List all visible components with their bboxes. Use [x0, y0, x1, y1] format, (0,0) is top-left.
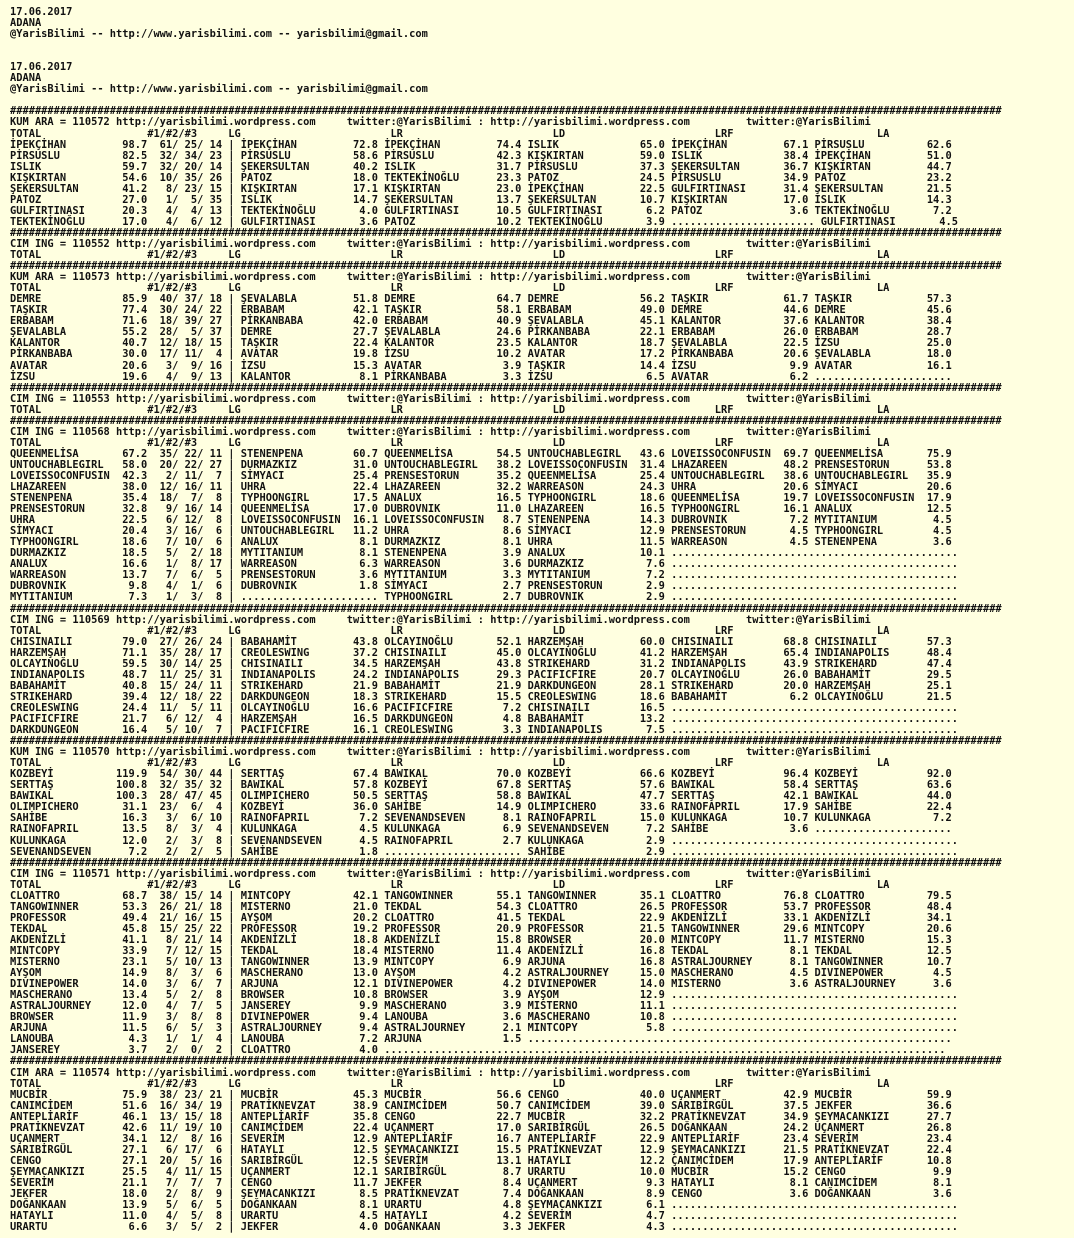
report-line: PİRSUSLU 82.5 32/ 34/ 23 | PİRSUSLU 58.6 PİRSUSLU 42.3 KIŞKIRTAN 59.0 ISLIK 38.4 İPEKÇİHAN 51.0: [10, 149, 952, 162]
report-line: ###############################################################################################################################################################: [10, 381, 1002, 394]
report-line: MUCBİR 75.9 38/ 23/ 21 | MUCBİR 45.3 MUCBİR 56.6 CENGO 40.0 UÇANMERT 42.9 MUCBİR 59.9: [10, 1088, 952, 1101]
report-line: DEMRE 85.9 40/ 37/ 18 | ŞEVALABLA 51.8 DEMRE 64.7 DEMRE 56.2 TAŞKIR 61.7 TAŞKIR 57.3: [10, 293, 952, 306]
report-line: CENGO 27.1 20/ 5/ 16 | SARIBİRGÜL 12.5 SEVERİM 13.1 HATAYLI 12.2 ÇANIMCİDEM 17.9 ANTEPLİARİF 10.8: [10, 1154, 952, 1167]
report-line: TYPHOONGIRL 18.6 7/ 10/ 6 | ANALUX 8.1 DURMAZKIZ 8.1 UHRA 11.5 WARREASON 4.5 STENENPENA 3.6: [10, 536, 952, 549]
report-line: UÇANMERT 34.1 12/ 8/ 16 | SEVERİM 12.9 ANTEPLİARİF 16.7 ANTEPLİARİF 22.9 ANTEPLİARİF 23.4 SEVERİM 23.4: [10, 1132, 952, 1145]
report-line: TOTAL #1/#2/#3 LG LR LD LRF LA: [10, 249, 890, 262]
report-line: MISTERNO 23.1 5/ 10/ 13 | TANGOWINNER 13.9 MINTCOPY 6.9 ARJUNA 16.8 ASTRALJOURNEY 8.1 TANGOWINNER 10.7: [10, 956, 952, 969]
report-line: PRATİKNEVZAT 42.6 11/ 19/ 10 | CANIMCİDEM 22.4 UÇANMERT 17.0 SARIBİRGÜL 26.5 DOĞANKAAN 24.2 UÇANMERT 26.8: [10, 1121, 952, 1134]
report-line: ###############################################################################################################################################################: [10, 735, 1002, 748]
report-line: KUM ARA = 110573 http://yarisbilimi.wordpress.com twitter:@YarisBilimi : http://yarisbilimi.wordpress.com twitter:@YarisBilimi: [10, 271, 871, 284]
report-line: ###############################################################################################################################################################: [10, 602, 1002, 615]
report-line: SARIBİRGÜL 27.1 6/ 17/ 6 | HATAYLI 12.5 ŞEYMACANKIZI 15.5 PRATİKNEVZAT 12.9 ŞEYMACANKIZI 21.5 PRATİKNEVZAT 22.4: [10, 1143, 952, 1156]
report-line: DURMAZKIZ 18.5 5/ 2/ 18 | MYTITANIUM 8.1 STENENPENA 3.9 ANALUX 10.1 ..............................................: [10, 547, 959, 560]
report-line: AVATAR 20.6 3/ 9/ 16 | İZSU 15.3 AVATAR 3.9 TAŞKIR 14.4 İZSU 9.9 AVATAR 16.1: [10, 359, 952, 372]
report-line: AYŞOM 14.9 8/ 3/ 6 | MASCHERANO 13.0 AYŞOM 4.2 ASTRALJOURNEY 15.0 MASCHERANO 4.5 DIVINEPOWER 4.5: [10, 967, 952, 980]
report-line: 17.06.2017: [10, 61, 73, 74]
report-line: ŞEKERSULTAN 41.2 8/ 23/ 15 | KIŞKIRTAN 17.1 KIŞKIRTAN 23.0 İPEKÇİHAN 22.5 GULFIRTINASI 31.4 ŞEKERSULTAN 21.5: [10, 182, 952, 195]
report-line: KULUNKAGA 12.0 2/ 3/ 8 | SEVENANDSEVEN 4.5 RAINOFAPRIL 2.7 KULUNKAGA 2.9 ..............................................: [10, 834, 959, 847]
report-line: CREOLESWING 24.4 11/ 5/ 11 | OLCAYINOĞLU 16.6 PACIFICFIRE 7.2 CHISINAILI 16.5 ..............................................: [10, 701, 959, 714]
report-line: TOTAL #1/#2/#3 LG LR LD LRF LA: [10, 436, 890, 449]
report-line: STENENPENA 35.4 18/ 7/ 8 | TYPHOONGIRL 17.5 ANALUX 16.5 TYPHOONGIRL 18.6 QUEENMELİSA 19.7 LOVEISSOCONFUSIN 17.9: [10, 492, 952, 505]
report-line: @YarisBilimi -- http://www.yarisbilimi.com -- yarisbilimi@gmail.com: [10, 83, 428, 96]
report-line: ARJUNA 11.5 6/ 5/ 3 | ASTRALJOURNEY 9.4 ASTRALJOURNEY 2.1 MINTCOPY 5.8 ..............................................: [10, 1022, 959, 1035]
report-line: TEKTEKİNOĞLU 17.0 4/ 6/ 12 | GULFIRTINASI 3.6 PATOZ 10.2 TEKTEKİNOĞLU 3.9 ....................... GULFIRTINASI 4.5: [10, 215, 959, 228]
report-line: ERBABAM 71.6 18/ 39/ 27 | PİRKANBABA 42.0 ERBABAM 40.9 ŞEVALABLA 45.1 KALANTOR 37.6 KALANTOR 38.4: [10, 315, 952, 328]
report-line: TOTAL #1/#2/#3 LG LR LD LRF LA: [10, 403, 890, 416]
report-line: MINTCOPY 33.9 7/ 12/ 15 | TEKDAL 18.4 MISTERNO 11.4 AKDENİZLİ 16.8 TEKDAL 8.1 TEKDAL 12.5: [10, 944, 952, 957]
report-line: TOTAL #1/#2/#3 LG LR LD LRF LA: [10, 1077, 890, 1090]
report-line: OLCAYINOĞLU 59.5 30/ 14/ 25 | CHISINAILI 34.5 HARZEMŞAH 43.8 STRIKEHARD 31.2 INDIANAPOLIS 43.9 STRIKEHARD 47.4: [10, 657, 952, 670]
report-line: ###############################################################################################################################################################: [10, 260, 1002, 273]
report-line: LOVEISSOCONFUSIN 42.3 2/ 11/ 7 | SİMYACI 25.4 PRENSESTORUN 35.2 QUEENMELİSA 25.4 UNTOUCHABLEGIRL 38.6 UNTOUCHABLEGIRL 35.9: [10, 469, 952, 482]
report-line: ANALUX 16.6 1/ 8/ 17 | WARREASON 6.3 WARREASON 3.6 DURMAZKIZ 7.6 ..............................................: [10, 558, 959, 571]
report-line: LANOUBA 4.3 1/ 1/ 4 | LANOUBA 7.2 ARJUNA 1.5 ....................................................................: [10, 1033, 952, 1046]
report-line: ANTEPLİARİF 46.1 13/ 15/ 18 | ANTEPLİARİF 35.8 CENGO 22.7 MUCBİR 32.2 PRATİKNEVZAT 34.9 ŞEYMACANKIZI 27.7: [10, 1110, 952, 1123]
report-line: TAŞKIR 77.4 30/ 24/ 22 | ERBABAM 42.1 TAŞKIR 58.1 ERBABAM 49.0 DEMRE 44.6 DEMRE 45.6: [10, 304, 952, 317]
report-line: CIM ING = 110552 http://yarisbilimi.wordpress.com twitter:@YarisBilimi : http://yarisbilimi.wordpress.com twitter:@YarisBilimi: [10, 237, 871, 250]
report-line: SERTTAŞ 100.8 32/ 35/ 32 | BAWIKAL 57.8 KOZBEYİ 67.8 SERTTAŞ 57.6 BAWIKAL 58.4 SERTTAŞ 63.6: [10, 779, 952, 792]
report-line: ISLIK 59.7 32/ 20/ 14 | ŞEKERSULTAN 40.2 ISLIK 31.7 PİRSUSLU 37.3 ŞEKERSULTAN 36.7 KIŞKIRTAN 44.7: [10, 160, 952, 173]
report-line: BROWSER 11.9 3/ 8/ 8 | DIVINEPOWER 9.4 LANOUBA 3.6 MASCHERANO 10.8 ..............................................: [10, 1011, 959, 1024]
report-line: SEVENANDSEVEN 7.2 2/ 2/ 5 | SAHİBE 1.8 ...................... SAHİBE 2.9 ..............................................: [10, 845, 959, 858]
report-line: KIŞKIRTAN 54.6 10/ 35/ 26 | PATOZ 18.0 TEKTEKİNOĞLU 23.3 PATOZ 24.5 PİRSUSLU 34.9 PATOZ 23.2: [10, 171, 952, 184]
report-line: LHAZAREEN 38.0 12/ 16/ 11 | UHRA 22.4 LHAZAREEN 32.2 WARREASON 24.3 UHRA 20.6 SİMYACI 20.6: [10, 481, 952, 494]
report-line: TOTAL #1/#2/#3 LG LR LD LRF LA: [10, 757, 890, 770]
report-line: ###############################################################################################################################################################: [10, 856, 1002, 869]
report-line: OLIMPICHERO 31.1 23/ 6/ 4 | KOZBEYİ 36.0 SAHİBE 14.9 OLIMPICHERO 33.6 RAINOFAPRIL 17.9 SAHİBE 22.4: [10, 801, 952, 814]
report-line: BABAHAMİT 40.8 15/ 24/ 11 | STRIKEHARD 21.9 BABAHAMİT 21.9 DARKDUNGEON 28.1 STRIKEHARD 20.0 HARZEMŞAH 25.1: [10, 679, 952, 692]
report-line: KUM ARA = 110572 http://yarisbilimi.wordpress.com twitter:@YarisBilimi : http://yarisbilimi.wordpress.com twitter:@YarisBilimi: [10, 116, 871, 129]
report-line: HARZEMŞAH 71.1 35/ 28/ 17 | CREOLESWING 37.2 CHISINAILI 45.0 OLCAYINOĞLU 41.2 HARZEMŞAH 65.4 INDIANAPOLIS 48.4: [10, 646, 952, 659]
report-line: KUM ING = 110570 http://yarisbilimi.wordpress.com twitter:@YarisBilimi : http://yarisbilimi.wordpress.com twitter:@YarisBilimi: [10, 746, 871, 759]
report-line: UNTOUCHABLEGIRL 58.0 20/ 22/ 27 | DURMAZKIZ 31.0 UNTOUCHABLEGIRL 38.2 LOVEISSOCONFUSIN 31.4 LHAZAREEN 48.2 PRENSESTORUN 53.8: [10, 458, 952, 471]
report-line: 17.06.2017: [10, 6, 73, 18]
report-line: CANIMCİDEM 51.6 16/ 34/ 19 | PRATİKNEVZAT 38.9 CANIMCİDEM 50.7 CANIMCİDEM 39.0 SARIBİRGÜL 37.5 JEKFER 36.6: [10, 1099, 952, 1112]
report-line: ###############################################################################################################################################################: [10, 1055, 1002, 1068]
report-line: ADANA: [10, 17, 42, 30]
report-line: UHRA 22.5 6/ 12/ 8 | LOVEISSOCONFUSIN 16.1 LOVEISSOCONFUSIN 8.7 STENENPENA 14.3 DUBROVNIK 7.2 MYTITANIUM 4.5: [10, 514, 952, 527]
report-line: TEKDAL 45.8 15/ 25/ 22 | PROFESSOR 19.2 PROFESSOR 20.9 PROFESSOR 21.5 TANGOWINNER 29.6 MINTCOPY 20.6: [10, 922, 952, 935]
report-line: PİRKANBABA 30.0 17/ 11/ 4 | AVATAR 19.8 İZSU 10.2 AVATAR 17.2 PİRKANBABA 20.6 ŞEVALABLA 18.0: [10, 348, 952, 361]
report-line: ASTRALJOURNEY 12.0 4/ 7/ 5 | JANSEREY 9.9 MASCHERANO 3.9 MISTERNO 11.1 ..............................................: [10, 1000, 959, 1013]
report-line: CHISINAILI 79.0 27/ 26/ 24 | BABAHAMİT 43.8 OLCAYINOĞLU 52.1 HARZEMŞAH 60.0 CHISINAILI 68.8 CHISINAILI 57.3: [10, 635, 952, 648]
report-line: MYTITANIUM 7.3 1/ 3/ 8 | ...................... TYPHOONGIRL 2.7 DUBROVNIK 2.9 ..............................................: [10, 591, 959, 604]
report-line: ###############################################################################################################################################################: [10, 226, 1002, 239]
report-line: HATAYLI 11.0 4/ 5/ 8 | URARTU 4.5 HATAYLI 4.2 SEVERİM 4.7 ..............................................: [10, 1210, 959, 1223]
report-line: KALANTOR 40.7 12/ 18/ 15 | TAŞKIR 22.4 KALANTOR 23.5 KALANTOR 18.7 ŞEVALABLA 22.5 İZSU 25.0: [10, 337, 952, 350]
report-line: CIM ARA = 110574 http://yarisbilimi.wordpress.com twitter:@YarisBilimi : http://yarisbilimi.wordpress.com twitter:@YarisBilimi: [10, 1066, 871, 1079]
report-line: PRENSESTORUN 32.8 9/ 16/ 14 | QUEENMELİSA 17.0 DUBROVNIK 11.0 LHAZAREEN 16.5 TYPHOONGIRL 16.1 ANALUX 12.5: [10, 503, 952, 516]
report-line: ŞEVALABLA 55.2 28/ 5/ 37 | DEMRE 27.7 ŞEVALABLA 24.6 PİRKANBABA 22.1 ERBABAM 26.0 ERBABAM 28.7: [10, 326, 952, 339]
report-line: SAHİBE 16.3 3/ 6/ 10 | RAINOFAPRIL 7.2 SEVENANDSEVEN 8.1 RAINOFAPRIL 15.0 KULUNKAGA 10.7 KULUNKAGA 7.2: [10, 812, 952, 825]
report-line: URARTU 6.6 3/ 5/ 2 | JEKFER 4.0 DOĞANKAAN 3.3 JEKFER 4.3 ..............................................: [10, 1221, 959, 1234]
report-line: İPEKÇİHAN 98.7 61/ 25/ 14 | İPEKÇİHAN 72.8 İPEKÇİHAN 74.4 ISLIK 65.0 İPEKÇİHAN 67.1 PİRSUSLU 62.6: [10, 138, 952, 151]
report-line: PROFESSOR 49.4 21/ 16/ 15 | AYŞOM 20.2 CLOATTRO 41.5 TEKDAL 22.9 AKDENİZLİ 33.1 AKDENİZLİ 34.1: [10, 911, 952, 924]
report-line: DIVINEPOWER 14.0 3/ 6/ 7 | ARJUNA 12.1 DIVINEPOWER 4.2 DIVINEPOWER 14.0 MISTERNO 3.6 ASTRALJOURNEY 3.6: [10, 978, 952, 991]
report-line: CLOATTRO 68.7 38/ 15/ 14 | MINTCOPY 42.1 TANGOWINNER 55.1 TANGOWINNER 35.1 CLOATTRO 76.8 CLOATTRO 79.5: [10, 889, 952, 902]
report-line: STRIKEHARD 39.4 12/ 18/ 22 | DARKDUNGEON 18.3 STRIKEHARD 15.5 CREOLESWING 18.6 BABAHAMİT 6.2 OLCAYINOĞLU 21.5: [10, 690, 952, 703]
report-line: MASCHERANO 13.4 5/ 2/ 8 | BROWSER 10.8 BROWSER 3.9 AYŞOM 12.9 ..............................................: [10, 989, 959, 1002]
report-line: PATOZ 27.0 1/ 5/ 35 | ISLIK 14.7 ŞEKERSULTAN 13.7 ŞEKERSULTAN 10.7 KIŞKIRTAN 17.0 ISLIK 14.3: [10, 193, 952, 206]
report-line: ###############################################################################################################################################################: [10, 414, 1002, 427]
report-line: CIM ING = 110569 http://yarisbilimi.wordpress.com twitter:@YarisBilimi : http://yarisbilimi.wordpress.com twitter:@YarisBilimi: [10, 613, 871, 626]
report-line: KOZBEYİ 119.9 54/ 30/ 44 | SERTTAŞ 67.4 BAWIKAL 70.0 KOZBEYİ 66.6 KOZBEYİ 96.4 KOZBEYİ 92.0: [10, 768, 952, 781]
report-line: JANSEREY 3.7 2/ 0/ 2 | CLOATTRO 4.0 ..........................................................................................: [10, 1044, 946, 1057]
report-line: RAINOFAPRIL 13.5 8/ 3/ 4 | KULUNKAGA 4.5 KULUNKAGA 6.9 SEVENANDSEVEN 7.2 SAHİBE 3.6 ......................: [10, 823, 952, 836]
report-line: @YarisBilimi -- http://www.yarisbilimi.com -- yarisbilimi@gmail.com: [10, 28, 428, 41]
report-line: INDIANAPOLIS 48.7 11/ 25/ 31 | INDIANAPOLIS 24.2 INDIANAPOLIS 29.3 PACIFICFIRE 20.7 OLCAYINOĞLU 26.0 BABAHAMİT 29.5: [10, 668, 952, 681]
report-line: JEKFER 18.0 2/ 8/ 9 | ŞEYMACANKIZI 8.5 PRATİKNEVZAT 7.4 DOĞANKAAN 8.9 CENGO 3.6 DOĞANKAAN 3.6: [10, 1188, 952, 1201]
report-line: QUEENMELİSA 67.2 35/ 22/ 11 | STENENPENA 60.7 QUEENMELİSA 54.5 UNTOUCHABLEGIRL 43.6 LOVEISSOCONFUSIN 69.7 QUEENMELİSA 75.9: [10, 447, 952, 460]
report-line: SEVERİM 21.1 7/ 7/ 7 | CENGO 11.7 JEKFER 8.4 UÇANMERT 9.3 HATAYLI 8.1 CANIMCİDEM 8.1: [10, 1176, 952, 1189]
report-line: ADANA: [10, 72, 42, 85]
report-line: CIM ING = 110571 http://yarisbilimi.wordpress.com twitter:@YarisBilimi : http://yarisbilimi.wordpress.com twitter:@YarisBilimi: [10, 867, 871, 880]
report-line: TOTAL #1/#2/#3 LG LR LD LRF LA: [10, 624, 890, 637]
report-line: TOTAL #1/#2/#3 LG LR LD LRF LA: [10, 282, 890, 295]
report-line: [10, 51, 1074, 62]
report-line: ŞEYMACANKIZI 25.5 4/ 11/ 15 | UÇANMERT 12.1 SARIBİRGÜL 8.7 URARTU 10.0 MUCBİR 15.2 CENGO 9.9: [10, 1165, 952, 1178]
report-line: BAWIKAL 100.3 28/ 47/ 45 | OLIMPICHERO 50.5 SERTTAŞ 58.8 BAWIKAL 47.7 SERTTAŞ 42.1 BAWIKAL 44.0: [10, 790, 952, 803]
report-line: DARKDUNGEON 16.4 5/ 10/ 7 | PACIFICFIRE 16.1 CREOLESWING 3.3 INDIANAPOLIS 7.5 ..............................................: [10, 724, 959, 737]
report-line: TOTAL #1/#2/#3 LG LR LD LRF LA: [10, 878, 890, 891]
report-line: TANGOWINNER 53.3 26/ 21/ 18 | MISTERNO 21.0 TEKDAL 54.3 CLOATTRO 26.5 PROFESSOR 53.7 PROFESSOR 48.4: [10, 900, 952, 913]
report-line: TOTAL #1/#2/#3 LG LR LD LRF LA: [10, 127, 890, 140]
report-line: CIM ING = 110568 http://yarisbilimi.wordpress.com twitter:@YarisBilimi : http://yarisbilimi.wordpress.com twitter:@YarisBilimi: [10, 425, 871, 438]
report-line: SİMYACI 20.4 3/ 16/ 6 | UNTOUCHABLEGIRL 11.2 UHRA 8.6 SİMYACI 12.9 PRENSESTORUN 4.5 TYPHOONGIRL 4.5: [10, 525, 952, 538]
report-line: DOĞANKAAN 13.9 5/ 6/ 5 | DOĞANKAAN 8.1 URARTU 4.8 ŞEYMACANKIZI 6.1 ..............................................: [10, 1199, 959, 1212]
report-line: GULFIRTINASI 20.3 4/ 4/ 13 | TEKTEKİNOĞLU 4.0 GULFIRTINASI 10.5 GULFIRTINASI 6.2 PATOZ 3.6 TEKTEKİNOĞLU 7.2: [10, 204, 952, 217]
report-line: PACIFICFIRE 21.7 6/ 12/ 4 | HARZEMŞAH 16.5 DARKDUNGEON 4.8 BABAHAMİT 13.2 ..............................................: [10, 713, 959, 725]
report-line: [10, 40, 1074, 51]
report-line: WARREASON 13.7 7/ 6/ 5 | PRENSESTORUN 3.6 MYTITANIUM 3.3 MYTITANIUM 7.2 ..............................................: [10, 569, 959, 582]
report-line: CIM ING = 110553 http://yarisbilimi.wordpress.com twitter:@YarisBilimi : http://yarisbilimi.wordpress.com twitter:@YarisBilimi: [10, 392, 871, 405]
report-line: ###############################################################################################################################################################: [10, 105, 1002, 118]
report-line: DUBROVNIK 9.8 4/ 1/ 6 | DUBROVNIK 1.8 SİMYACI 2.7 PRENSESTORUN 2.9 ..............................................: [10, 580, 959, 593]
report-line: İZSU 19.6 4/ 9/ 13 | KALANTOR 8.1 PİRKANBABA 3.3 İZSU 6.5 AVATAR 6.2 ......................: [10, 370, 952, 383]
report-line: AKDENİZLİ 41.1 8/ 21/ 14 | AKDENİZLİ 18.8 AKDENİZLİ 15.8 BROWSER 20.0 MINTCOPY 11.7 MISTERNO 15.3: [10, 933, 952, 946]
